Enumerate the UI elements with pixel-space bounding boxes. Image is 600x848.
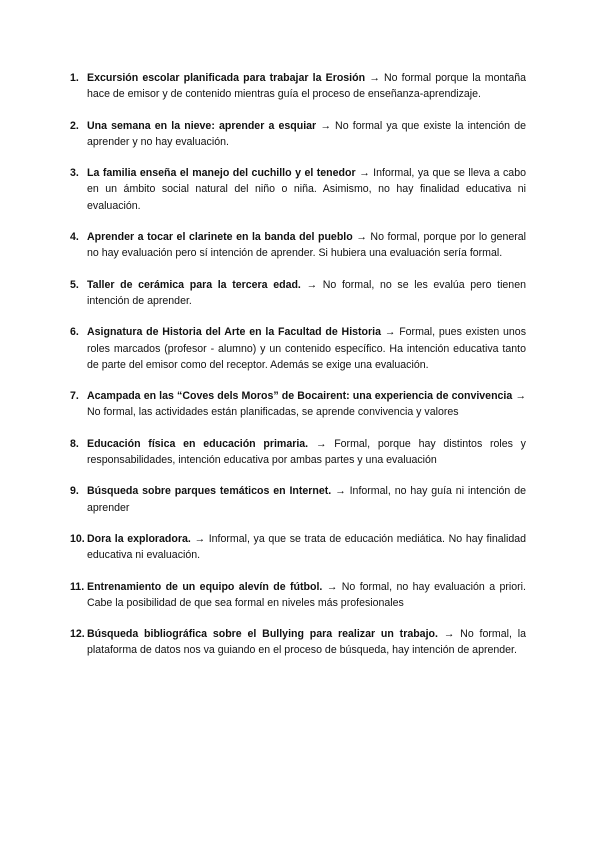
item-text: → No formal ya que existe la intención de aprender y no hay evaluación. (87, 119, 526, 148)
item-title: Búsqueda sobre parques temáticos en Internet. (87, 485, 332, 498)
item-title: Asignatura de Historia del Arte en la Facultad de Historia (87, 326, 381, 339)
item-text: → No formal, porque por lo general no hay evaluación pero sí intención de aprender. Si hubiera una evaluación sería formal. (87, 231, 526, 260)
item-number: 5. (70, 278, 79, 291)
list-item (70, 626, 526, 659)
item-text: → No formal, no se les evalúa pero tienen intención de aprender. (87, 278, 526, 307)
item-text: → Informal, no hay guía ni intención de aprender (87, 485, 526, 514)
item-text: → No formal, no hay evaluación a priori. Cabe la posibilidad de que sea formal en niveles más profesionales (87, 580, 526, 609)
item-number: 11. (70, 580, 85, 593)
list-item (70, 483, 526, 516)
item-text: → No formal, la plataforma de datos nos va guiando en el proceso de búsqueda, hay intención de aprender. (87, 628, 526, 657)
list-item (70, 436, 526, 469)
item-number: 2. (70, 119, 79, 132)
item-number: 6. (70, 326, 79, 339)
item-number: 12. (70, 628, 85, 641)
list-item (70, 165, 526, 214)
item-number: 10. (70, 532, 85, 545)
numbered-list (70, 70, 526, 674)
item-title: Dora la exploradora. (87, 532, 191, 545)
item-title: Taller de cerámica para la tercera edad. (87, 278, 301, 291)
item-title: Aprender a tocar el clarinete en la banda del pueblo (87, 231, 353, 244)
list-item (70, 388, 526, 421)
item-number: 9. (70, 485, 79, 498)
item-number: 3. (70, 167, 79, 180)
item-title: La familia enseña el manejo del cuchillo y el tenedor (87, 167, 356, 180)
item-text: → Informal, ya que se lleva a cabo en un ámbito social natural del niño o niña. Asimismo, no hay finalidad educativa ni evaluación. (87, 167, 526, 212)
item-title: Búsqueda bibliográfica sobre el Bullying para realizar un trabajo. (87, 628, 438, 641)
item-title: Entrenamiento de un equipo alevín de fútbol. (87, 580, 323, 593)
list-item (70, 277, 526, 310)
item-title: Una semana en la nieve: aprender a esquiar (87, 119, 317, 132)
list-item (70, 579, 526, 612)
item-text: → Formal, pues existen unos roles marcados (profesor - alumno) y un contenido específico. Ha intención educativa tanto de parte del emisor como del receptor. Además se exige una evaluación. (87, 326, 526, 371)
item-title: Educación física en educación primaria. (87, 437, 309, 450)
list-item (70, 324, 526, 373)
item-number: 7. (70, 390, 79, 403)
item-text: → No formal, las actividades están planificadas, se aprende convivencia y valores (87, 390, 526, 419)
list-item (70, 531, 526, 564)
list-item (70, 118, 526, 151)
item-text: → Formal, porque hay distintos roles y responsabilidades, intención educativa por ambas partes y una evaluación (87, 437, 526, 467)
item-text: → No formal porque la montaña hace de emisor y de contenido mientras guía el proceso de enseñanza-aprendizaje. (87, 72, 526, 101)
list-item (70, 70, 526, 103)
item-number: 1. (70, 72, 79, 84)
item-number: 4. (70, 231, 79, 244)
item-title: Acampada en las “Coves dels Moros” de Bocairent: una experiencia de convivencia (87, 390, 513, 403)
item-title: Excursión escolar planificada para trabajar la Erosión (87, 72, 366, 84)
item-number: 8. (70, 437, 79, 450)
item-text: → Informal, ya que se trata de educación mediática. No hay finalidad educativa ni evaluación. (87, 532, 526, 562)
list-item (70, 229, 526, 262)
